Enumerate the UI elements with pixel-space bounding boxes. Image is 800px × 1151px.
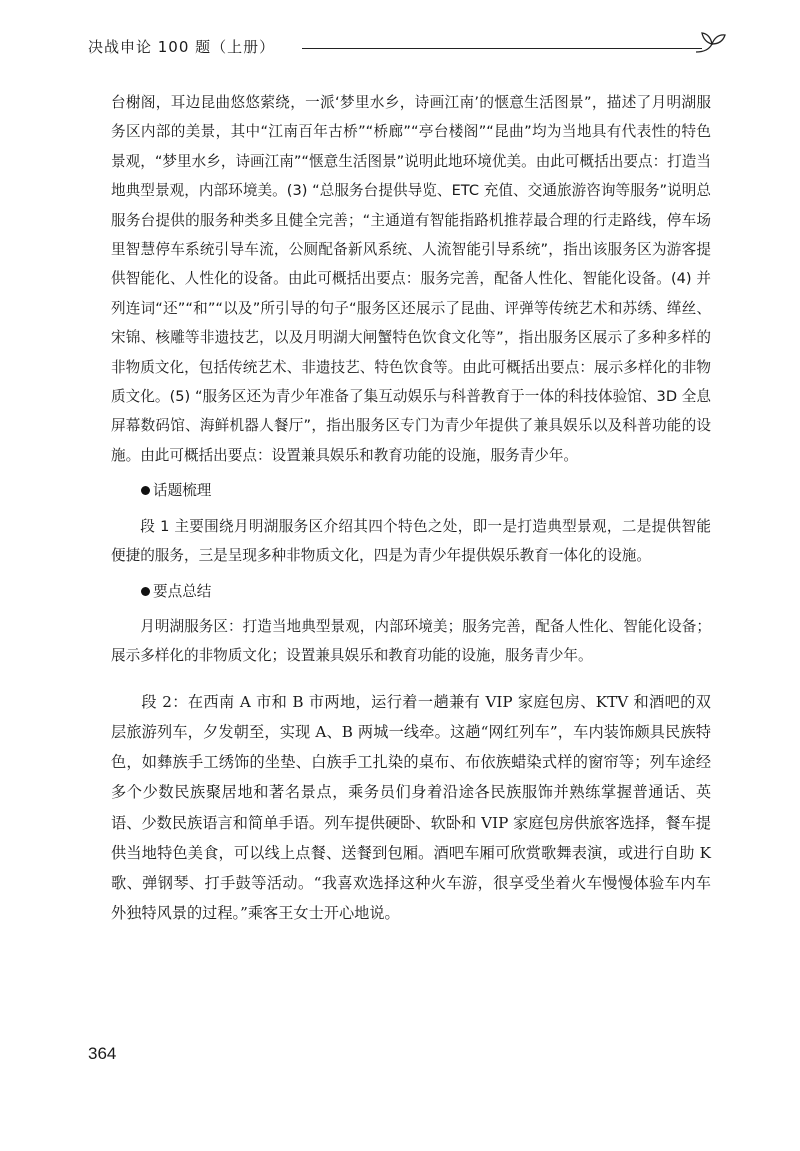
section-heading-summary: [111, 577, 711, 606]
page-number: 364: [88, 1044, 117, 1063]
book-title: 决战申论 100 题（上册）: [88, 38, 276, 56]
source-paragraph: 段 2：在西南 A 市和 B 市两地，运行着一趟兼有 VIP 家庭包房、KTV 和酒吧的双层旅游列车，夕发朝至，实现 A、B 两城一线牵。这趟“网红列车”，车内装饰颇具民族特色，如彝族手工绣饰的坐垫、白族手工扎染的桌布、布依族蜡染式样的窗帘等；列车途经多个少数民族聚居地和著名景点，乘务员们身着沿途各民族服饰并熟练掌握普通话、英语、少数民族语言和简单手语。列车提供硬卧、软卧和 VIP 家庭包房供旅客选择，餐车提供当地特色美食，可以线上点餐、送餐到包厢。酒吧车厢可欣赏歌舞表演，或进行自助 K 歌、弹钢琴、打手鼓等活动。“我喜欢选择这种火车游，很享受坐着火车慢慢体验车内车外独特风景的过程。”乘客王女士开心地说。: [111, 692, 711, 923]
sprout-icon: [694, 30, 728, 60]
header-rule: [302, 48, 702, 49]
page-body: [111, 88, 711, 928]
heading-text: 要点总结: [153, 582, 212, 600]
summary-paragraph: 月明湖服务区：打造当地典型景观，内部环境美；服务完善，配备人性化、智能化设备；展示多样化的非物质文化；设置兼具娱乐和教育功能的设施，服务青少年。: [111, 617, 711, 665]
running-header: [88, 34, 728, 62]
heading-text: 话题梳理: [153, 482, 212, 500]
section-heading-topic: [111, 476, 711, 505]
analysis-paragraph: 台榭阁，耳边昆曲悠悠萦绕，一派‘梦里水乡，诗画江南’的惬意生活图景”，描述了月明湖服务区内部的美景，其中“江南百年古桥”“桥廊”“亭台楼阁”“昆曲”均为当地具有代表性的特色景观，“梦里水乡，诗画江南”“惬意生活图景”说明此地环境优美。由此可概括出要点：打造当地典型景观，内部环境美。(3) “总服务台提供导览、ETC 充值、交通旅游咨询等服务”说明总服务台提供的服务种类多且健全完善；“主通道有智能指路机推荐最合理的行走路线，停车场里智慧停车系统引导车流，公厕配备新风系统、人流智能引导系统”，指出该服务区为游客提供智能化、人性化的设备。由此可概括出要点：服务完善，配备人性化、智能化设备。(4) 并列连词“还”“和”“以及”所引导的句子“服务区还展示了昆曲、评弹等传统艺术和苏绣、缂丝、宋锦、核雕等非遗技艺，以及月明湖大闸蟹特色饮食文化等”，指出服务区展示了多种多样的非物质文化，包括传统艺术、非遗技艺、特色饮食等。由此可概括出要点：展示多样化的非物质文化。(5) “服务区还为青少年准备了集互动娱乐与科普教育于一体的科技体验馆、3D 全息屏幕数码馆、海鲜机器人餐厅”，指出服务区专门为青少年提供了兼具娱乐以及科普功能的设施。由此可概括出要点：设置兼具娱乐和教育功能的设施，服务青少年。: [111, 94, 711, 464]
topic-paragraph: 段 1 主要围绕月明湖服务区介绍其四个特色之处，即一是打造典型景观，二是提供智能便捷的服务，三是呈现多种非物质文化，四是为青少年提供娱乐教育一体化的设施。: [111, 517, 711, 565]
bullet-icon: [141, 587, 150, 596]
